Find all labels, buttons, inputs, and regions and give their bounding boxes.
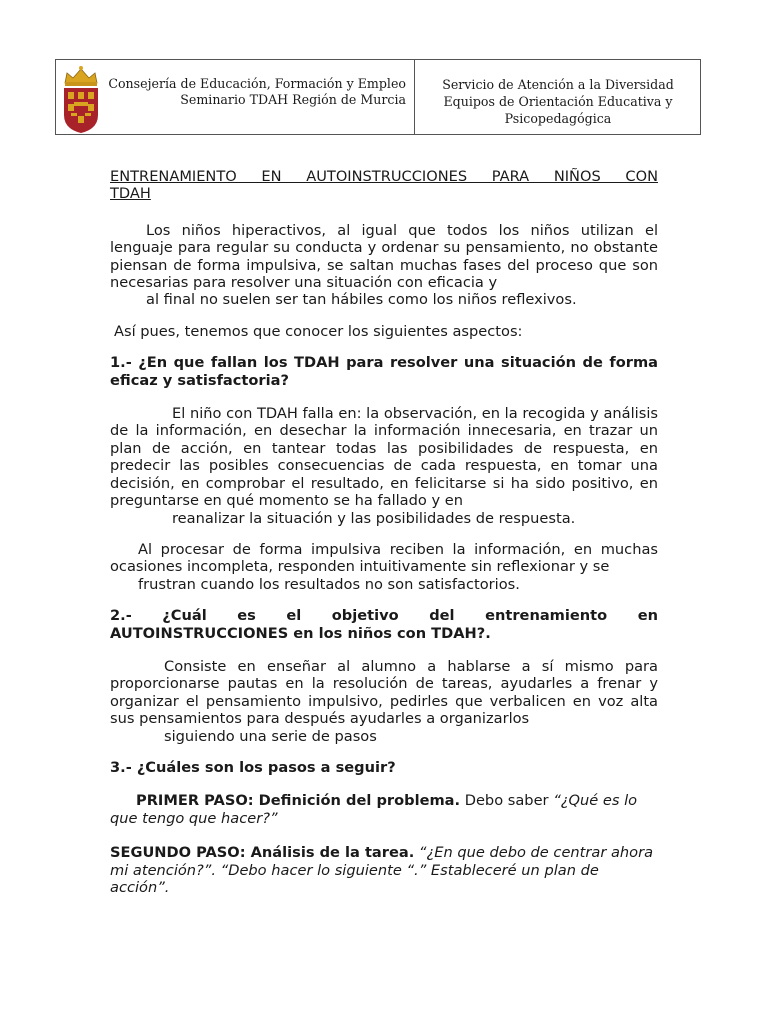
question-1: 1.- ¿En que fallan los TDAH para resolver una situación de forma eficaz y satisfactoria? [110, 354, 658, 389]
title-line2: TDAH [110, 185, 151, 203]
document-body [110, 168, 658, 913]
paragraph-intro-text: Los niños hiperactivos, al igual que todos los niños utilizan el lenguaje para regular su conducta y ordenar su pensamiento, no obstante piensan de forma impulsiva, se saltan muchas fases del proceso que son necesarias para resolver una situación con eficacia y [110, 221, 658, 292]
paragraph-impulsive-text: Al procesar de forma impulsiva reciben la información, en muchas ocasiones incompleta, responden intuitivamente sin reflexionar y se [110, 540, 658, 576]
paragraph-objective [110, 658, 658, 745]
question-2-line2: AUTOINSTRUCCIONES en los niños con TDAH?. [110, 624, 491, 642]
paragraph-impulsive-last-line: frustran cuando los resultados no son satisfactorios. [138, 575, 520, 593]
step-1 [110, 792, 658, 827]
paragraph-objective-last-line: siguiendo una serie de pasos [164, 727, 377, 745]
document-title [110, 168, 658, 203]
paragraph-impulsive [110, 541, 658, 593]
service-name: Servicio de Atención a la Diversidad [442, 77, 674, 92]
paragraph-intro-last-line: al final no suelen ser tan hábiles como los niños reflexivos. [146, 291, 577, 309]
paragraph-failures [110, 405, 658, 527]
question-2 [110, 607, 658, 642]
teams-name-line2: Psicopedagógica [504, 111, 612, 126]
paragraph-failures-last-line: reanalizar la situación y las posibilidades de respuesta. [172, 509, 576, 527]
question-3: 3.- ¿Cuáles son los pasos a seguir? [110, 758, 396, 776]
paragraph-failures-text: El niño con TDAH falla en: la observación, en la recogida y análisis de la información, en desechar la información innecesaria, en trazar un plan de acción, en tantear todas las posibilidades de respuesta, en predecir las posibles consecuencias de cada respuesta, en tomar una decisión, en comprobar el resultado, en felicitarse si ha sido positivo, en preguntarse en qué momento se ha fallado y en [110, 405, 658, 510]
header-left-text [88, 76, 406, 108]
step-1-label: PRIMER PASO: Definición del problema. [136, 792, 461, 810]
paragraph-intro [110, 222, 658, 309]
paragraph-objective-text: Consiste en enseñar al alumno a hablarse a sí mismo para proporcionarse pautas en la resolución de tareas, ayudarles a frenar y organizar el pensamiento impulsivo, pedirles que verbalicen en voz alta sus pensamientos para después ayudarles a organizarlos [110, 657, 658, 728]
header-divider [414, 60, 415, 134]
ministry-name: Consejería de Educación, Formación y Empleo [108, 76, 406, 91]
aspects-intro: Así pues, tenemos que conocer los siguientes aspectos: [114, 322, 523, 340]
teams-name-line1: Equipos de Orientación Educativa y [443, 94, 673, 109]
step-1-quote: “¿Qué es lo que tengo que hacer?” [110, 792, 638, 827]
step-2-label: SEGUNDO PASO: Análisis de la tarea. [110, 844, 415, 862]
letterhead [55, 59, 701, 135]
title-line1: ENTRENAMIENTO EN AUTOINSTRUCCIONES PARA NIÑOS CON [110, 168, 658, 185]
seminar-name: Seminario TDAH Región de Murcia [180, 92, 406, 107]
step-1-text: Debo saber [460, 792, 554, 810]
question-2-line1: 2.- ¿Cuál es el objetivo del entrenamiento en [110, 607, 658, 625]
step-2-quote: “¿En que debo de centrar ahora mi atención?”. “Debo hacer lo siguiente “.” Estableceré un plan de acción”. [110, 844, 654, 896]
header-right-text [418, 76, 698, 127]
step-2 [110, 844, 658, 896]
